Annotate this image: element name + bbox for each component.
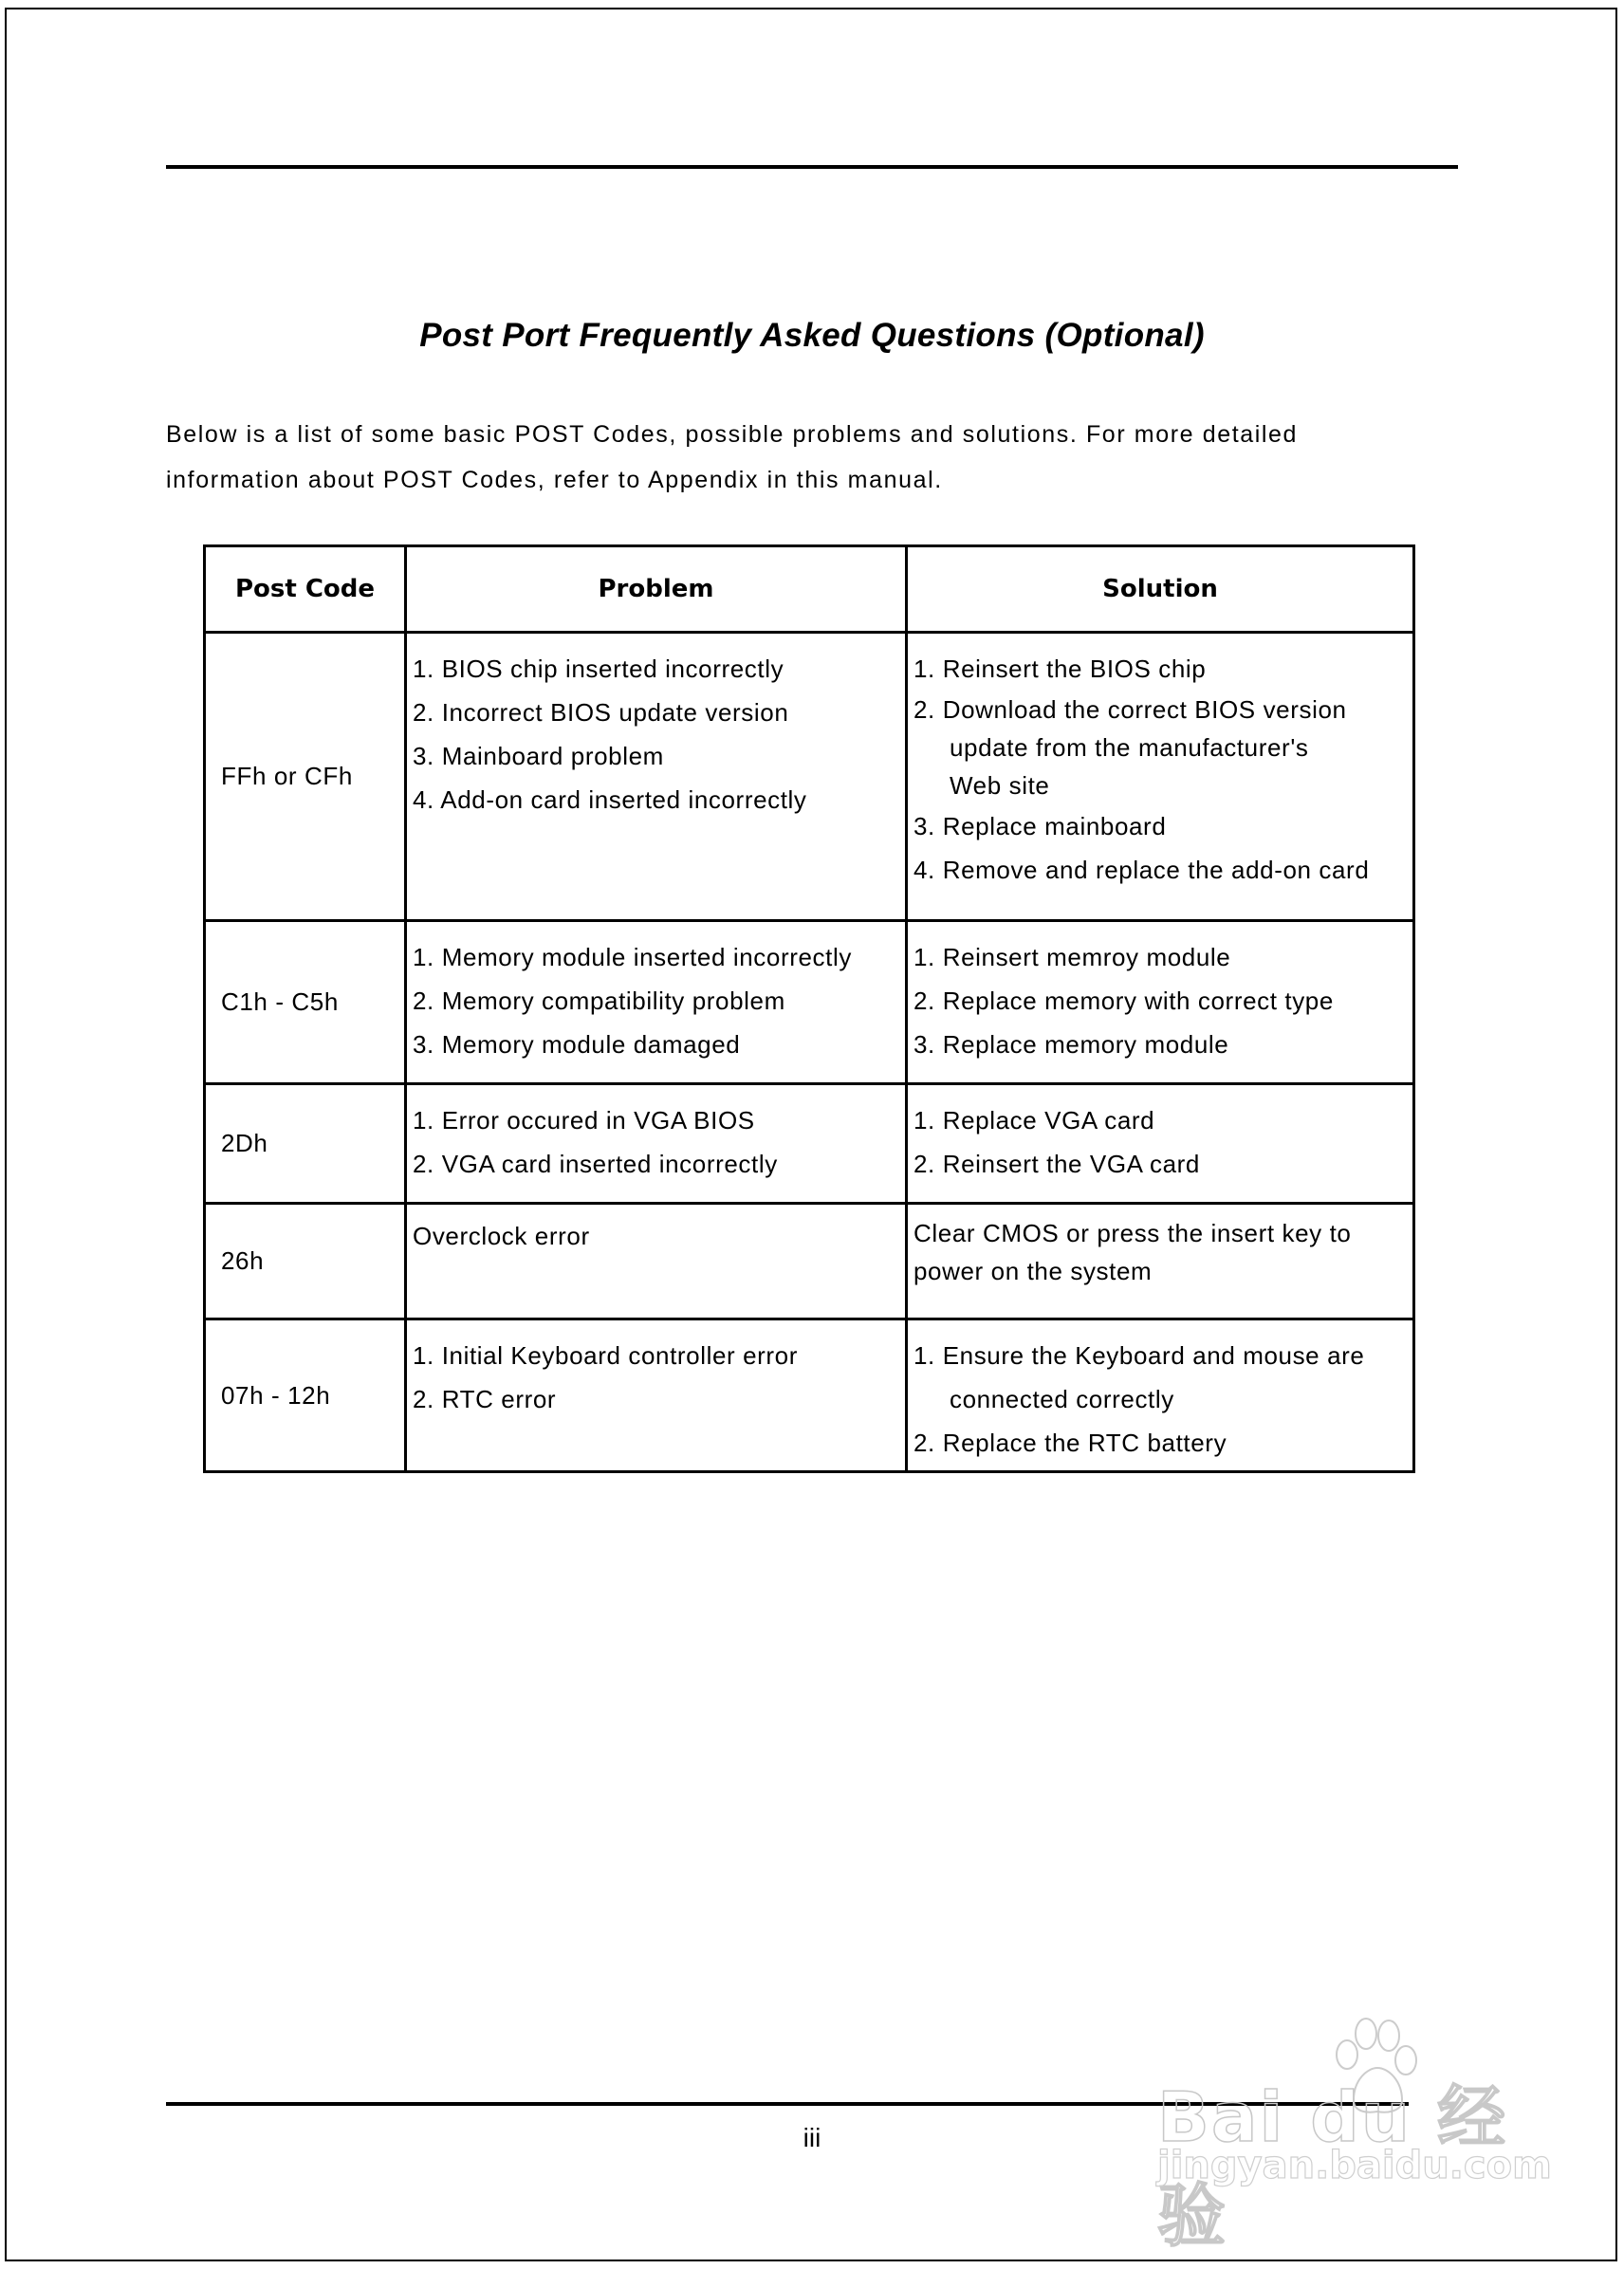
solution-item: 1. Reinsert the BIOS chip xyxy=(914,655,1207,683)
problem-item: 1. BIOS chip inserted incorrectly xyxy=(413,655,784,683)
post-code-cell: 2Dh xyxy=(205,1084,406,1204)
solution-item: 3. Replace memory module xyxy=(914,1030,1229,1059)
post-code-cell: 07h - 12h xyxy=(205,1319,406,1472)
solution-item: 2. Replace memory with correct type xyxy=(914,987,1334,1015)
watermark-url: jingyan.baidu.com xyxy=(1157,2144,1552,2187)
table-row xyxy=(205,921,1414,1084)
problem-item: 2. Incorrect BIOS update version xyxy=(413,698,789,727)
problem-item: 3. Memory module damaged xyxy=(413,1030,741,1059)
solution-item: 4. Remove and replace the add-on card xyxy=(914,856,1370,884)
solution-item: 1. Replace VGA card xyxy=(914,1106,1155,1134)
header-problem: Problem xyxy=(406,546,907,633)
post-code-cell: 26h xyxy=(205,1204,406,1319)
problem-item: Overclock error xyxy=(413,1222,590,1250)
post-code-cell: C1h - C5h xyxy=(205,921,406,1084)
post-code-cell: FFh or CFh xyxy=(205,633,406,921)
intro-line: Below is a list of some basic POST Codes, possible problems and solutions. For more detailed xyxy=(166,421,1299,448)
problem-item: 1. Memory module inserted incorrectly xyxy=(413,943,852,971)
solution-item: 2. Replace the RTC battery xyxy=(914,1429,1227,1457)
solution-item: Clear CMOS or press the insert key to xyxy=(914,1219,1352,1247)
footer-rule xyxy=(166,2102,1409,2106)
watermark-brand: Bai du 经验 xyxy=(1157,2077,1508,2256)
problem-cell xyxy=(406,1204,907,1319)
intro-line: information about POST Codes, refer to Appendix in this manual. xyxy=(166,467,943,493)
solution-item: 2. Reinsert the VGA card xyxy=(914,1150,1200,1178)
header-rule xyxy=(166,165,1458,169)
solution-item-continued: power on the system xyxy=(914,1257,1153,1285)
table-row xyxy=(205,1319,1414,1472)
solution-item-continued: connected correctly xyxy=(950,1385,1174,1413)
problem-item: 2. Memory compatibility problem xyxy=(413,987,785,1015)
problem-cell xyxy=(406,1084,907,1204)
problem-item: 1. Error occured in VGA BIOS xyxy=(413,1106,755,1134)
problem-item: 4. Add-on card inserted incorrectly xyxy=(413,785,807,814)
solution-item-continued: update from the manufacturer's xyxy=(950,733,1309,762)
solution-item-continued: Web site xyxy=(950,771,1050,800)
solution-item: 1. Ensure the Keyboard and mouse are xyxy=(914,1341,1365,1370)
solution-cell xyxy=(907,921,1414,1084)
header-solution: Solution xyxy=(907,546,1414,633)
table-row xyxy=(205,1084,1414,1204)
solution-item: 2. Download the correct BIOS version xyxy=(914,695,1347,724)
problem-item: 2. RTC error xyxy=(413,1385,557,1413)
problem-item: 3. Mainboard problem xyxy=(413,742,664,770)
table-row xyxy=(205,633,1414,921)
problem-item: 1. Initial Keyboard controller error xyxy=(413,1341,799,1370)
page-number: iii xyxy=(803,2123,821,2152)
table-row xyxy=(205,1204,1414,1319)
header-post-code: Post Code xyxy=(205,546,406,633)
intro-paragraph xyxy=(166,412,1399,503)
solution-cell xyxy=(907,633,1414,921)
solution-item: 3. Replace mainboard xyxy=(914,812,1167,840)
problem-item: 2. VGA card inserted incorrectly xyxy=(413,1150,778,1178)
page-title: Post Port Frequently Asked Questions (Optional) xyxy=(419,317,1205,354)
problem-cell xyxy=(406,921,907,1084)
solution-item: 1. Reinsert memroy module xyxy=(914,943,1231,971)
solution-cell xyxy=(907,1084,1414,1204)
solution-cell xyxy=(907,1319,1414,1472)
problem-cell xyxy=(406,633,907,921)
problem-cell xyxy=(406,1319,907,1472)
solution-cell xyxy=(907,1204,1414,1319)
post-code-table xyxy=(203,544,1415,1473)
table-header-row xyxy=(205,546,1414,633)
